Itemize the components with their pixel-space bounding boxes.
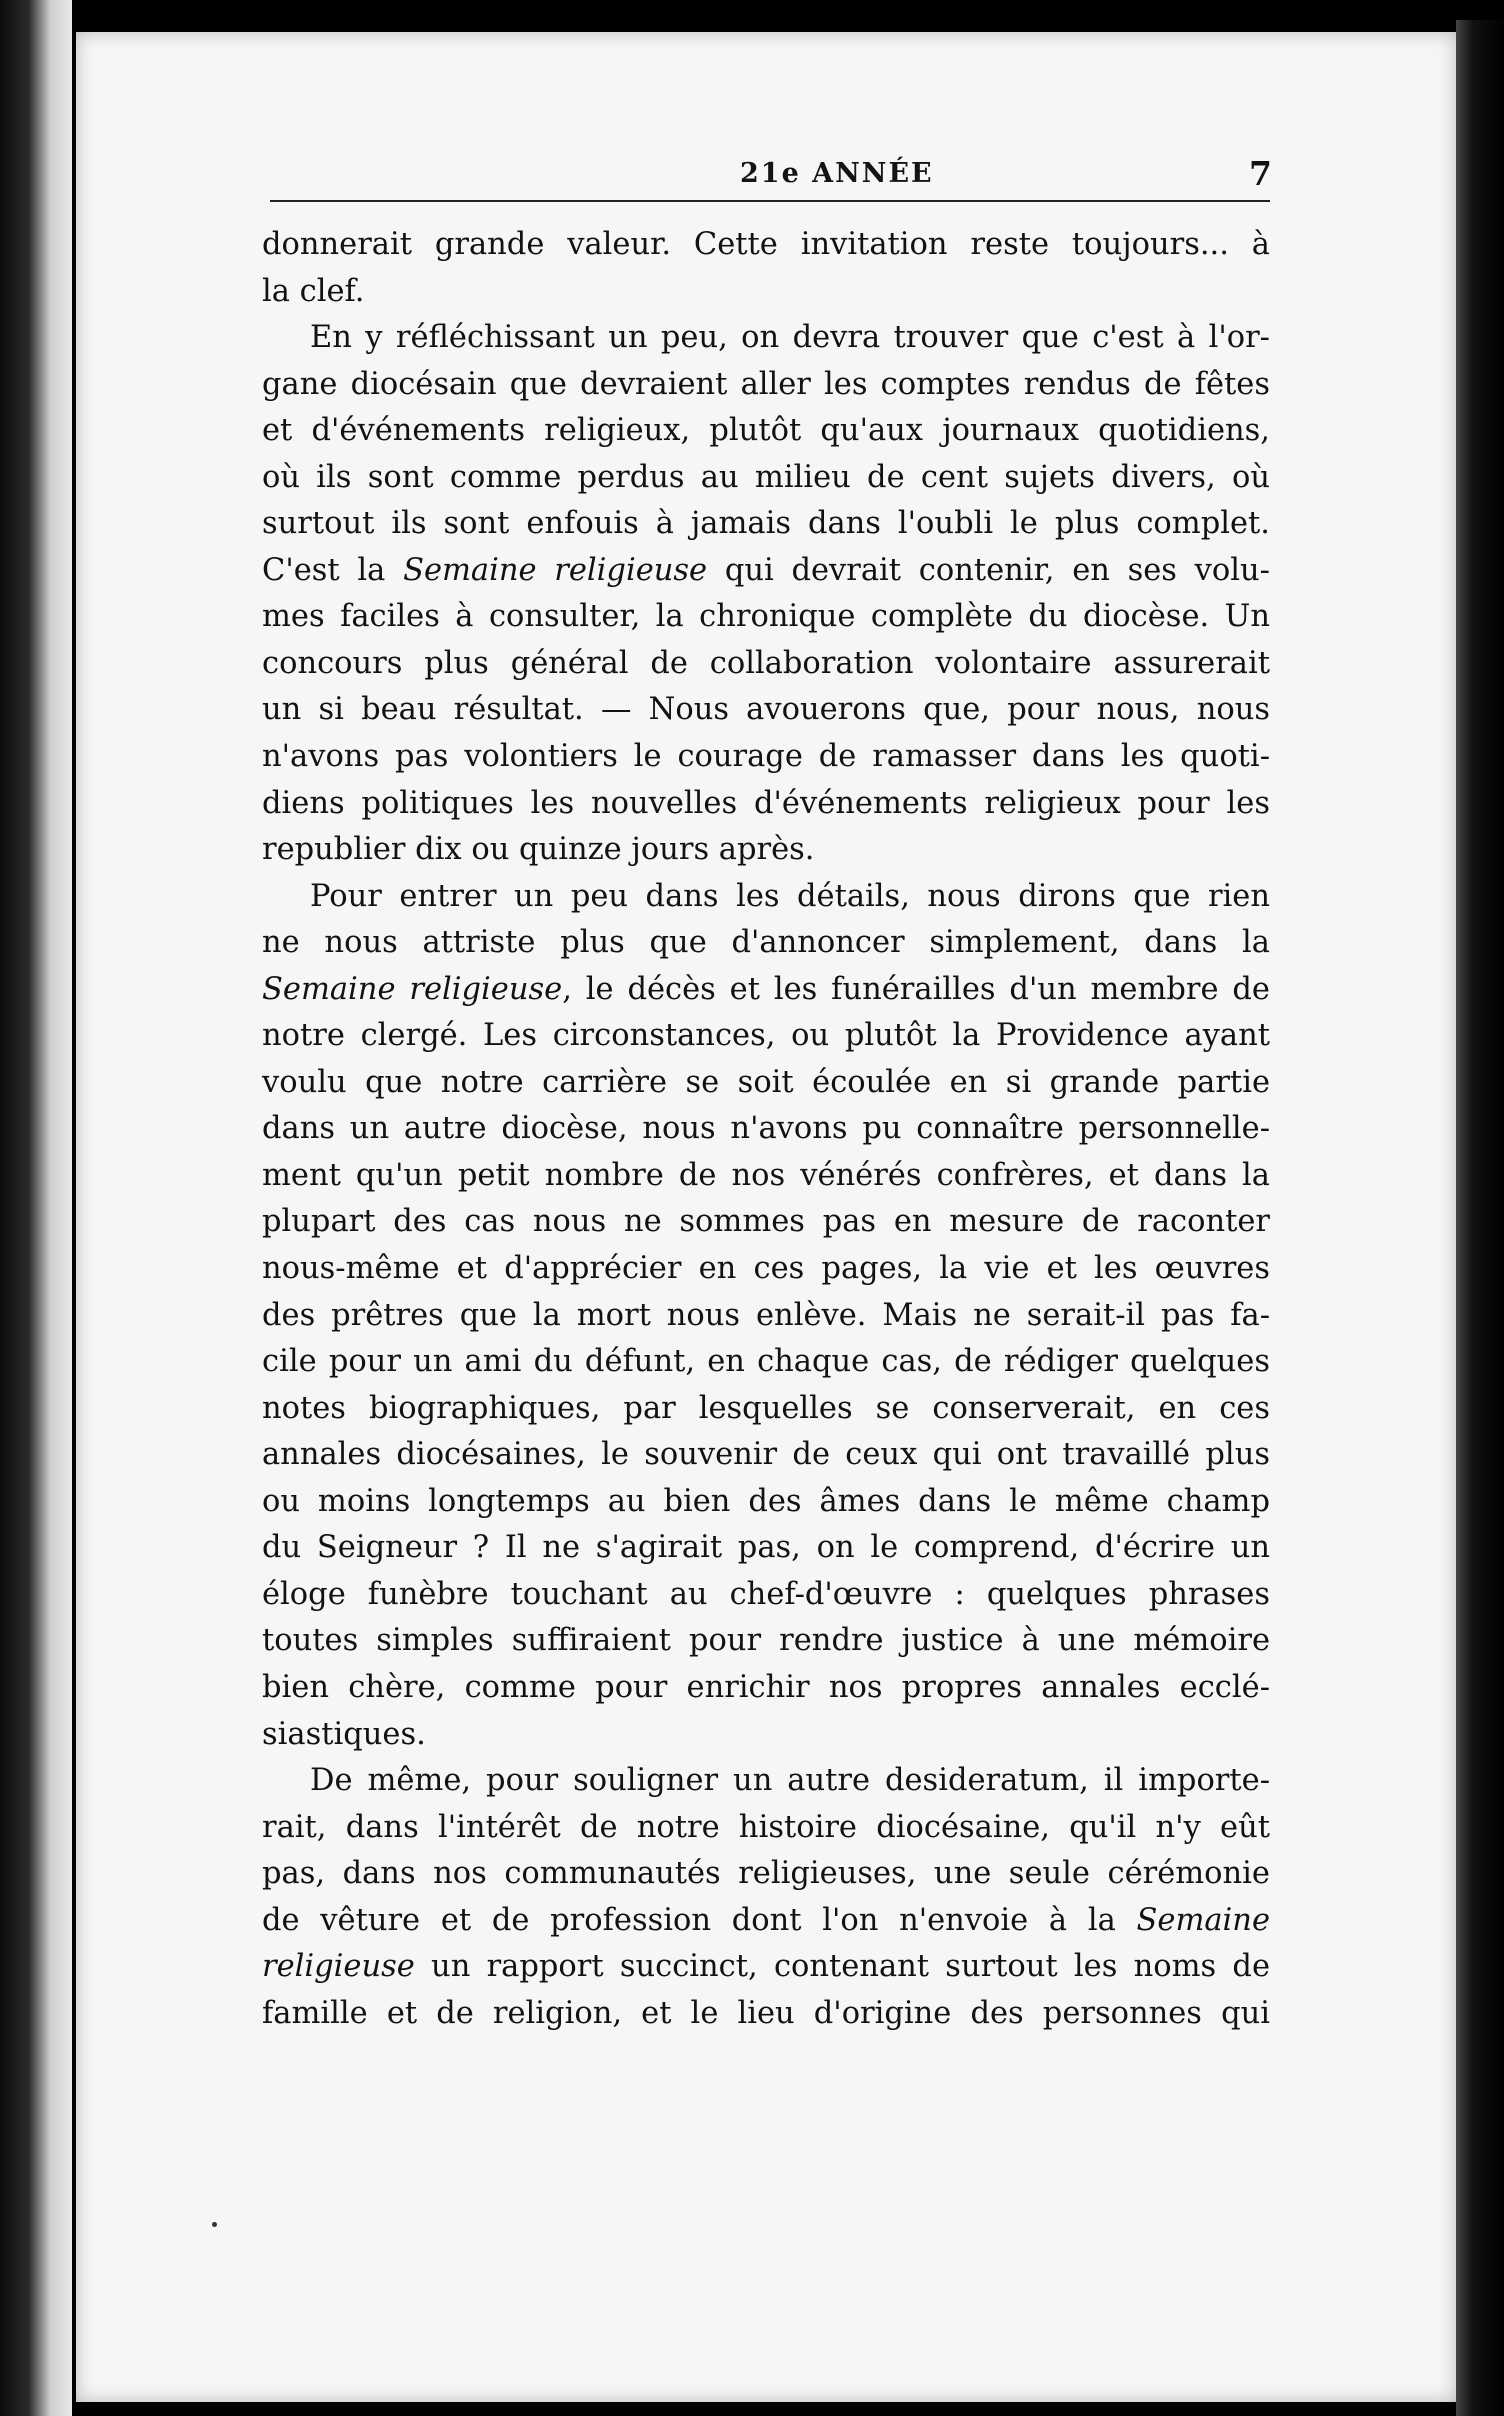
running-head-title: 21e ANNÉE (740, 158, 934, 189)
text-line: et d'événements religieux, plutôt qu'aux journaux quotidiens, (262, 413, 1270, 449)
text-line: des prêtres que la mort nous enlève. Mais ne serait-il pas fa- (262, 1297, 1270, 1333)
text-line: Pour entrer un peu dans les détails, nous dirons que rien (310, 878, 1270, 914)
text-line: siastiques. (262, 1716, 426, 1752)
text-line: notes biographiques, par lesquelles se conserverait, en ces (262, 1390, 1270, 1426)
text-line: toutes simples suffiraient pour rendre justice à une mémoire (262, 1623, 1270, 1659)
text-line: concours plus général de collaboration volontaire assurerait (262, 645, 1270, 681)
page-shadow-edge (1456, 20, 1504, 2416)
text-line: annales diocésaines, le souvenir de ceux qui ont travaillé plus (262, 1437, 1270, 1473)
text-line: diens politiques les nouvelles d'événements religieux pour les (262, 785, 1270, 821)
previous-page-edge (0, 0, 72, 2416)
text-line: nous-même et d'apprécier en ces pages, la vie et les œuvres (262, 1251, 1270, 1287)
text-line: ne nous attriste plus que d'annoncer simplement, dans la (262, 925, 1270, 961)
running-head (270, 154, 1272, 198)
text-line: ou moins longtemps au bien des âmes dans le même champ (262, 1483, 1270, 1519)
text-line: éloge funèbre touchant au chef-d'œuvre : quelques phrases (262, 1576, 1270, 1612)
text-line: pas, dans nos communautés religieuses, une seule cérémonie (262, 1856, 1270, 1892)
text-line: bien chère, comme pour enrichir nos propres annales ecclé- (262, 1669, 1270, 1705)
text-line: C'est la Semaine religieuse qui devrait contenir, en ses volu- (262, 552, 1270, 588)
text-line: En y réfléchissant un peu, on devra trouver que c'est à l'or- (310, 320, 1270, 356)
text-line: où ils sont comme perdus au milieu de cent sujets divers, où (262, 459, 1270, 495)
text-line: n'avons pas volontiers le courage de ramasser dans les quoti- (262, 739, 1270, 775)
ink-speck (212, 2222, 217, 2227)
text-line: mes faciles à consulter, la chronique complète du diocèse. Un (262, 599, 1270, 635)
text-line: gane diocésain que devraient aller les comptes rendus de fêtes (262, 366, 1270, 402)
text-line: notre clergé. Les circonstances, ou plutôt la Providence ayant (262, 1018, 1270, 1054)
page-number: 7 (1249, 154, 1272, 193)
body-text (262, 222, 1270, 2037)
text-line: de vêture et de profession dont l'on n'envoie à la Semaine (262, 1902, 1270, 1938)
text-line: rait, dans l'intérêt de notre histoire diocésaine, qu'il n'y eût (262, 1809, 1270, 1845)
text-line: Semaine religieuse, le décès et les funérailles d'un membre de (262, 971, 1270, 1007)
text-line: voulu que notre carrière se soit écoulée en si grande partie (262, 1064, 1270, 1100)
text-line: famille et de religion, et le lieu d'origine des personnes qui (262, 1995, 1270, 2031)
text-line: cile pour un ami du défunt, en chaque cas, de rédiger quelques (262, 1344, 1270, 1380)
text-line: plupart des cas nous ne sommes pas en mesure de raconter (262, 1204, 1270, 1240)
text-line: la clef. (262, 273, 365, 309)
text-line: dans un autre diocèse, nous n'avons pu connaître personnelle- (262, 1111, 1270, 1147)
text-line: donnerait grande valeur. Cette invitation reste toujours... à (262, 227, 1270, 262)
text-line: du Seigneur ? Il ne s'agirait pas, on le comprend, d'écrire un (262, 1530, 1270, 1566)
text-line: surtout ils sont enfouis à jamais dans l'oubli le plus complet. (262, 506, 1270, 542)
text-line: De même, pour souligner un autre desideratum, il importe- (310, 1763, 1270, 1799)
text-line: ment qu'un petit nombre de nos vénérés confrères, et dans la (262, 1157, 1270, 1193)
text-line: republier dix ou quinze jours après. (262, 832, 815, 868)
text-line: un si beau résultat. — Nous avouerons que, pour nous, nous (262, 692, 1270, 728)
text-line: religieuse un rapport succinct, contenant surtout les noms de (262, 1949, 1270, 1985)
header-rule (270, 200, 1270, 202)
